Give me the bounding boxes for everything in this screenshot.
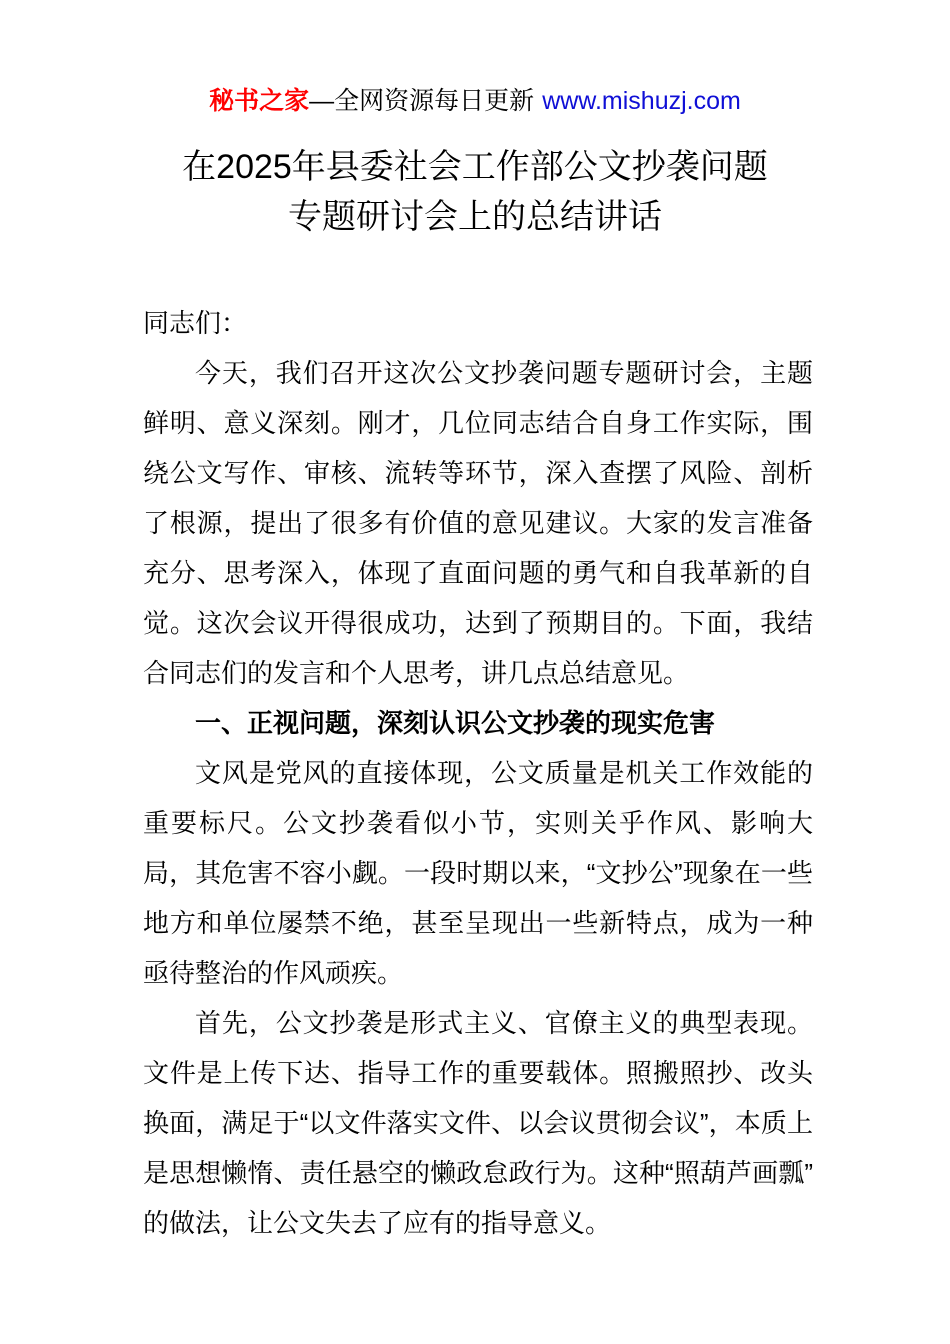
paragraph-opening: 今天，我们召开这次公文抄袭问题专题研讨会，主题鲜明、意义深刻。刚才，几位同志结合自身工作实际，围绕公文写作、审核、流转等环节，深入查摆了风险、剖析了根源，提出了很多有价值的意见建议。大家的发言准备充分、思考深入，体现了直面问题的勇气和自我革新的自觉。这次会议开得很成功，达到了预期目的。下面，我结合同志们的发言和个人思考，讲几点总结意见。: [143, 358, 813, 688]
paragraph-formalism: 首先，公文抄袭是形式主义、官僚主义的典型表现。文件是上传下达、指导工作的重要载体。照搬照抄、改头换面，满足于“以文件落实文件、以会议贯彻会议”，本质上是思想懒惰、责任悬空的懒政怠政行为。这种“照葫芦画瓢”的做法，让公文失去了应有的指导意义。: [143, 1008, 813, 1238]
site-tagline: —全网资源每日更新: [309, 87, 535, 115]
site-brand-label: 秘书之家: [209, 87, 310, 115]
site-header: [0, 0, 950, 116]
salutation: 同志们：: [143, 308, 248, 338]
document-title: [0, 142, 950, 242]
document-title-line1: 在2025年县委社会工作部公文抄袭问题: [182, 148, 768, 186]
document-body: [143, 298, 813, 1248]
section-heading-1: 一、正视问题，深刻认识公文抄袭的现实危害: [195, 708, 716, 738]
site-url-link[interactable]: www.mishuzj.com: [542, 87, 741, 115]
document-title-line2: 专题研讨会上的总结讲话: [288, 198, 662, 236]
paragraph-harm-overview: 文风是党风的直接体现，公文质量是机关工作效能的重要标尺。公文抄袭看似小节，实则关乎作风、影响大局，其危害不容小觑。一段时期以来，“文抄公”现象在一些地方和单位屡禁不绝，甚至呈现出一些新特点，成为一种亟待整治的作风顽疾。: [143, 758, 813, 988]
